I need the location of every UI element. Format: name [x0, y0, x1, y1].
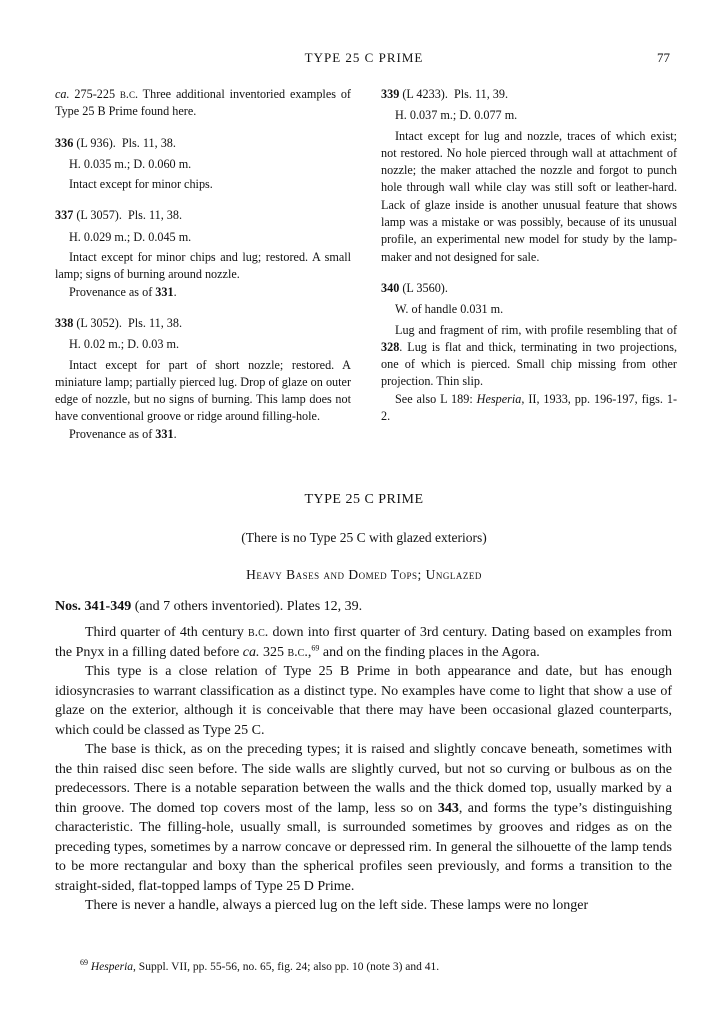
section-note: (There is no Type 25 C with glazed exteriors) [241, 530, 487, 545]
inventory-number: (L 3057). [76, 208, 122, 223]
provenance-ref: 331 [155, 426, 174, 441]
catalog-entry-337 [55, 207, 351, 300]
provenance-text: Provenance as of [69, 284, 156, 299]
left-column [55, 86, 351, 457]
entry-heading [55, 207, 351, 224]
entry-heading [55, 315, 351, 332]
entry-heading [381, 280, 677, 297]
provenance-ref: 331 [155, 284, 174, 299]
p1-text-c: 325 [259, 644, 288, 660]
see-also-journal: Hesperia [476, 391, 522, 406]
entry-number: 337 [55, 208, 74, 223]
intro-ca: ca. [55, 87, 70, 101]
entry-heading [381, 86, 677, 103]
running-title: TYPE 25 C PRIME [304, 50, 424, 65]
p1-bc-1: b.c. [247, 625, 269, 640]
catalog-numbers-rest: (and 7 others inventoried). Plates 12, 39. [131, 599, 363, 614]
p1-text-a: Third quarter of 4th century [85, 625, 248, 640]
section-title: TYPE 25 C PRIME [304, 492, 424, 507]
catalog-entry-336 [55, 135, 351, 194]
entry-dimensions: H. 0.029 m.; D. 0.045 m. [69, 229, 192, 244]
p3-text-b: , and forms the type’s distinguishing characteristic. The filling-hole, usually small, is surrounded sometimes by grooves and ridges as on the preceding types, sometimes by a narrow concave or depressed rim. In general the silhouette of the lamp tends to be more rectangular and boxy than the spherical profiles seen previously, and forms a transition to the straight-sided, flat-topped lamps of Type 25 D Prime. [55, 800, 673, 894]
entry-description: Intact except for minor chips and lug; restored. A small lamp; signs of burning around nozzle. [55, 250, 351, 282]
see-also [381, 391, 677, 426]
p3-ref: 343 [437, 800, 459, 816]
entry-description: Intact except for minor chips. [69, 177, 213, 192]
footnote-citation: , Suppl. VII, pp. 55-56, no. 65, fig. 24; also pp. 10 (note 3) and 41. [133, 961, 440, 973]
entry-provenance [55, 284, 351, 301]
entry-description: Intact except for part of short nozzle; restored. A miniature lamp; partially pierced lug. Drop of glaze on outer edge of nozzle, but no signs of burning. This lamp does not have conventional groove or ridge around filling-hole. [55, 357, 351, 424]
inventory-number: (L 3052). [76, 315, 122, 330]
p1-bc-2: b.c., [287, 644, 312, 660]
entry-description [381, 322, 677, 391]
entry-number: 339 [381, 87, 400, 101]
description-text-cont: . Lug is flat and thick, terminating in two projections, one of which is pierced. Small chip missing from other projection. Thin slip. [381, 339, 677, 389]
entry-number: 340 [381, 280, 400, 295]
inventory-number: (L 936). [76, 135, 116, 150]
description-ref: 328 [381, 339, 400, 354]
provenance-end: . [173, 426, 177, 441]
entry-provenance [55, 426, 351, 443]
p1-ca: ca. [242, 644, 260, 660]
right-column [381, 86, 677, 439]
provenance-end: . [173, 284, 177, 299]
intro-bc: b.c. [119, 87, 139, 101]
entry-dimensions: H. 0.02 m.; D. 0.03 m. [69, 337, 180, 352]
entry-dimensions: H. 0.035 m.; D. 0.060 m. [69, 156, 192, 171]
catalog-entry-340 [381, 280, 677, 425]
p1-text-b: down into first quarter of 3rd century. Dating based on examples from the Pnyx in a filling dated before [55, 625, 672, 660]
section-subtitle: Heavy Bases and Domed Tops; Unglazed [246, 567, 482, 582]
entry-number: 336 [55, 135, 74, 150]
page-number: 77 [657, 50, 670, 65]
footnote [80, 958, 440, 973]
description-text: Lug and fragment of rim, with profile resembling that of [395, 322, 677, 337]
catalog-numbers-line [55, 599, 675, 615]
inventory-number: (L 4233). [402, 87, 448, 101]
body-text [55, 623, 672, 916]
column-intro [55, 86, 351, 121]
catalog-entry-339 [381, 86, 677, 266]
entry-heading [55, 135, 351, 152]
entry-dimensions: W. of handle 0.031 m. [395, 302, 504, 317]
plates-ref: Pls. 11, 38. [127, 315, 183, 330]
entry-description: Intact except for lug and nozzle, traces of which exist; not restored. No hole pierced through wall at attachment of nozzle; the maker attached the nozzle and forgot to punch hole through wall while clay was still soft or leather-hard. Lack of glaze inside is another unusual feature that shows lamp was a mistake or was possibly, because of its unusual profile, an experimental new model for study by the lamp-maker and not designed for sale. [381, 128, 677, 264]
catalog-numbers: Nos. 341-349 [55, 599, 132, 614]
inventory-number: (L 3560). [402, 280, 448, 295]
plates-ref: Pls. 11, 39. [453, 87, 509, 101]
see-also-citation: , II, 1933, pp. 196-197, figs. 1-2. [381, 391, 678, 424]
footnote-journal: Hesperia [90, 961, 134, 973]
paragraph-2: This type is a close relation of Type 25 B Prime in both appearance and date, but has enough idiosyncrasies to warrant classification as a distinct type. No examples have come to light that show a use of glaze on the exterior, although it is conceivable that there may have been occasional glazed counterparts, which could be classed as Type 25 C. [55, 664, 672, 738]
intro-rest: Three additional inventoried examples of Type 25 B Prime found here. [55, 87, 351, 119]
entry-dimensions: H. 0.037 m.; D. 0.077 m. [395, 108, 518, 123]
plates-ref: Pls. 11, 38. [121, 135, 176, 150]
paragraph-4: There is never a handle, always a pierced lug on the left side. These lamps were no longer [85, 898, 589, 913]
paragraph-1 [55, 623, 672, 662]
p3-text-a: The base is thick, as on the preceding types; it is raised and slightly concave beneath, sometimes with the thin raised disc seen before. The side walls are slightly curved, but not so curving or bulbous as on the predecessors. There is a notable separation between the walls and the thick domed top, usually marked by a thin groove. The domed top covers most of the lamp, less so on [55, 742, 672, 816]
entry-number: 338 [55, 315, 74, 330]
see-also-text: See also L 189: [395, 391, 477, 406]
paragraph-3 [55, 740, 672, 896]
intro-date: 275-225 [69, 87, 120, 101]
catalog-entry-338 [55, 315, 351, 443]
footnote-marker[interactable]: 69 [311, 642, 320, 652]
footnote-number: 69 [80, 958, 88, 968]
p1-text-d: and on the finding places in the Agora. [319, 644, 540, 660]
plates-ref: Pls. 11, 38. [127, 208, 183, 223]
provenance-text: Provenance as of [69, 426, 156, 441]
